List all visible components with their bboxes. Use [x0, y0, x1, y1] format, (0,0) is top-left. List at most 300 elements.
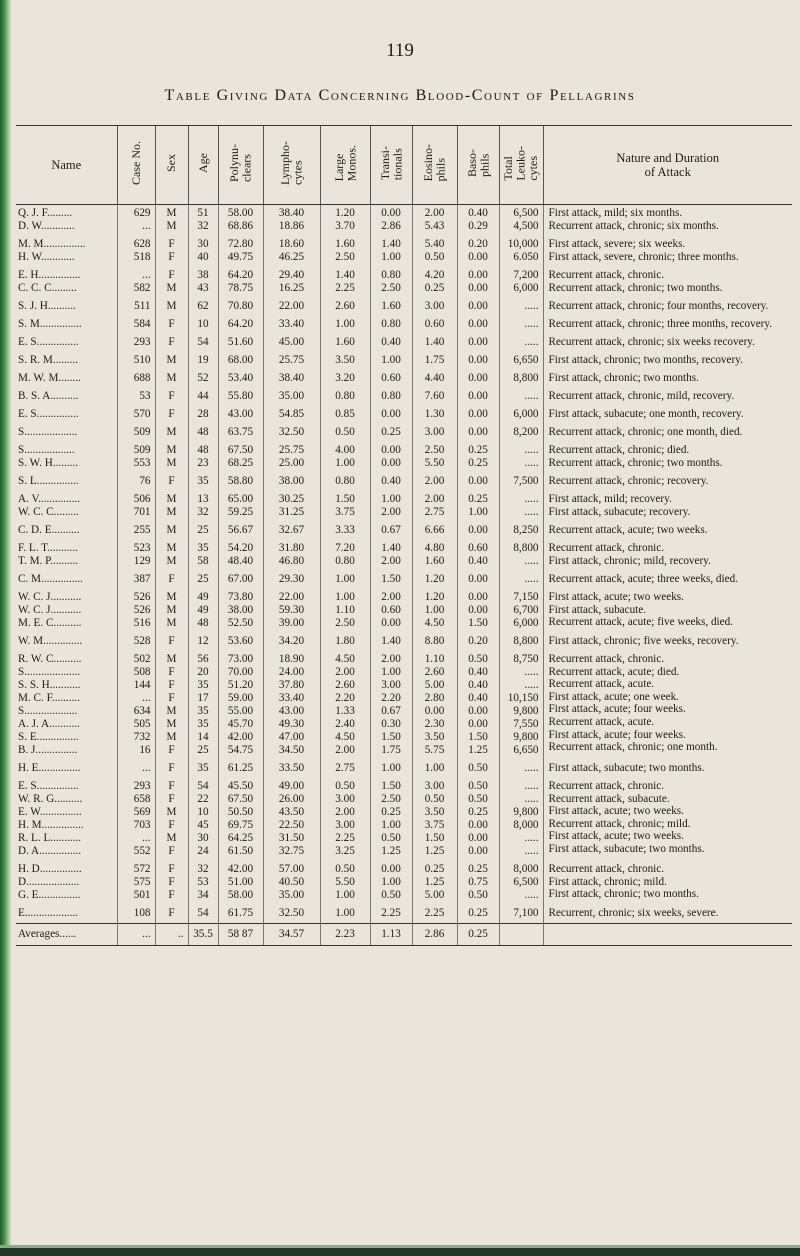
table-row [16, 540, 792, 571]
total-leukocytes-cell-line: 9,800 [513, 731, 539, 743]
basophils-cell-line: 0.00 [468, 573, 488, 585]
large-monos-cell-line: 2.50 [335, 617, 355, 629]
name-cell-line: H. W............ [18, 251, 75, 263]
total-leukocytes-cell [499, 540, 543, 571]
polynuclears-cell-line: 51.60 [227, 336, 254, 348]
total-leukocytes-cell [499, 406, 543, 424]
large-monos-cell [320, 267, 370, 298]
sex-cell [155, 370, 188, 388]
lymphocytes-cell [263, 589, 320, 633]
eosinophils-cell [412, 760, 457, 778]
polynuclears-cell [218, 334, 263, 352]
lymphocytes-cell-line: 32.67 [278, 524, 305, 536]
sex-cell-line: F [168, 793, 175, 805]
basophils-cell-line: 0.25 [468, 907, 488, 919]
case-no-cell-line: 523 [133, 542, 151, 554]
lymphocytes-cell [263, 267, 320, 298]
lymphocytes-cell-line: 38.40 [278, 372, 305, 384]
total-leukocytes-cell-line: ..... [524, 318, 539, 330]
age-cell-line: 40 [197, 251, 209, 263]
name-cell-line: S................... [18, 426, 78, 438]
lymphocytes-cell [263, 236, 320, 267]
name-cell-line: S. L............... [18, 475, 79, 487]
sex-cell-line: M [166, 653, 177, 665]
case-no-cell-line: 144 [133, 679, 151, 691]
sex-cell-line: M [166, 282, 177, 294]
averages-lymph-cell: 34.57 [263, 924, 320, 946]
eosinophils-cell-line: 1.20 [424, 591, 445, 603]
polynuclears-cell-line: 45.70 [227, 718, 254, 730]
name-cell [16, 298, 117, 316]
averages-poly-cell: 58 87 [218, 924, 263, 946]
age-cell [188, 522, 218, 540]
polynuclears-cell-line: 54.20 [227, 542, 254, 554]
nature-cell [543, 633, 792, 651]
age-cell-line: 54 [197, 780, 209, 792]
lymphocytes-cell [263, 540, 320, 571]
sex-cell [155, 540, 188, 571]
large-monos-cell-line: 2.25 [335, 832, 355, 844]
large-monos-cell-line: 3.75 [335, 506, 355, 518]
case-no-cell-line: 501 [133, 889, 151, 901]
polynuclears-cell [218, 388, 263, 406]
total-leukocytes-cell-line: ..... [524, 679, 539, 691]
sex-cell-line: F [168, 318, 175, 330]
eosinophils-cell [412, 861, 457, 905]
sex-cell-line: M [166, 604, 177, 616]
lymphocytes-cell [263, 388, 320, 406]
lymphocytes-cell-line: 31.50 [278, 832, 305, 844]
table-row [16, 406, 792, 424]
polynuclears-cell-line: 43.00 [227, 408, 254, 420]
case-no-cell-line: 16 [139, 744, 151, 756]
lymphocytes-cell-line: 38.40 [278, 207, 305, 219]
age-cell-line: 32 [197, 863, 209, 875]
sex-cell [155, 298, 188, 316]
large-monos-cell-line: 2.00 [335, 744, 355, 756]
case-no-cell [117, 571, 155, 589]
sex-cell [155, 491, 188, 522]
sex-cell-line: F [168, 780, 175, 792]
lymphocytes-cell-line: 49.30 [278, 718, 305, 730]
transitionals-cell [370, 651, 412, 760]
transitionals-cell-line: 0.40 [381, 475, 401, 487]
large-monos-cell-line: 0.80 [335, 475, 355, 487]
large-monos-cell [320, 760, 370, 778]
lymphocytes-cell-line: 32.75 [278, 845, 305, 857]
age-cell-line: 43 [197, 282, 209, 294]
table-row [16, 589, 792, 633]
lymphocytes-cell [263, 778, 320, 861]
name-cell [16, 522, 117, 540]
lymphocytes-cell-line: 39.00 [278, 617, 305, 629]
sex-cell-line: M [166, 444, 177, 456]
transitionals-cell-line: 1.40 [381, 238, 401, 250]
lymphocytes-cell-line: 30.25 [278, 493, 305, 505]
basophils-cell-line: 0.40 [468, 555, 488, 567]
basophils-cell-line: 0.25 [468, 863, 488, 875]
age-cell-line: 49 [197, 591, 209, 603]
large-monos-cell-line: 2.20 [335, 692, 355, 704]
large-monos-cell-line: 2.50 [335, 251, 355, 263]
polynuclears-cell-line: 73.80 [227, 591, 254, 603]
case-no-cell-line: 575 [133, 876, 151, 888]
basophils-cell-line: 0.00 [468, 832, 488, 844]
nature-cell-line: Recurrent attack, acute. [548, 678, 655, 691]
eosinophils-cell-line: 1.10 [424, 653, 445, 665]
eosinophils-cell-line: 5.00 [424, 889, 445, 901]
case-no-cell-line: ... [142, 692, 151, 704]
nature-cell [543, 760, 792, 778]
nature-cell-line: First attack, chronic; mild. [548, 875, 667, 888]
name-cell-line: B. S. A.......... [18, 390, 79, 402]
nature-cell [543, 236, 792, 267]
name-cell [16, 442, 117, 473]
transitionals-cell-line: 1.60 [381, 300, 401, 312]
basophils-cell [457, 334, 499, 352]
total-leukocytes-cell-line: ..... [524, 555, 539, 567]
eosinophils-cell-line: 2.60 [424, 666, 445, 678]
age-cell [188, 424, 218, 442]
total-leukocytes-cell-line: 10,000 [507, 238, 539, 250]
polynuclears-cell-line: 49.75 [227, 251, 254, 263]
transitionals-cell-line: 0.00 [381, 457, 401, 469]
total-leukocytes-cell [499, 267, 543, 298]
header-total-leukocytes: Total Leuko- cytes [499, 126, 543, 205]
total-leukocytes-cell [499, 760, 543, 778]
case-no-cell-line: 688 [133, 372, 151, 384]
name-cell-line: S. J. H.......... [18, 300, 76, 312]
basophils-cell-line: 0.00 [468, 819, 488, 831]
name-cell [16, 633, 117, 651]
name-cell [16, 352, 117, 370]
case-no-cell-line: 509 [133, 426, 151, 438]
total-leukocytes-cell-line: ..... [524, 573, 539, 585]
total-leukocytes-cell-line: ..... [524, 390, 539, 402]
age-cell [188, 861, 218, 905]
large-monos-cell-line: 7.20 [335, 542, 355, 554]
transitionals-cell-line: 2.00 [381, 591, 401, 603]
large-monos-cell-line: 1.80 [335, 635, 355, 647]
basophils-cell-line: 0.50 [468, 793, 488, 805]
sex-cell [155, 236, 188, 267]
nature-cell-line: First attack, subacute; two months. [548, 842, 705, 855]
polynuclears-cell-line: 68.25 [227, 457, 254, 469]
large-monos-cell-line: 3.00 [335, 793, 355, 805]
age-cell-line: 17 [197, 692, 209, 704]
header-large-monos: Large Monos. [320, 126, 370, 205]
total-leukocytes-cell [499, 491, 543, 522]
polynuclears-cell [218, 861, 263, 905]
name-cell [16, 267, 117, 298]
polynuclears-cell [218, 370, 263, 388]
name-cell-line: S. M............... [18, 318, 82, 330]
lymphocytes-cell-line: 31.80 [278, 542, 305, 554]
transitionals-cell [370, 571, 412, 589]
basophils-cell-line: 0.50 [468, 889, 488, 901]
age-cell-line: 22 [197, 793, 209, 805]
name-cell-line: S................... [18, 705, 78, 717]
basophils-cell-line: 0.00 [468, 300, 488, 312]
polynuclears-cell-line: 78.75 [227, 282, 254, 294]
table-row [16, 491, 792, 522]
eosinophils-cell-line: 0.25 [424, 863, 445, 875]
age-cell-line: 54 [197, 907, 209, 919]
transitionals-cell [370, 905, 412, 924]
lymphocytes-cell [263, 316, 320, 334]
basophils-cell-line: 0.00 [468, 269, 488, 281]
sex-cell-line: F [168, 269, 175, 281]
sex-cell-line: M [166, 493, 177, 505]
averages-nature-cell [543, 924, 792, 946]
polynuclears-cell-line: 51.20 [227, 679, 254, 691]
transitionals-cell [370, 589, 412, 633]
eosinophils-cell-line: 4.20 [424, 269, 445, 281]
age-cell-line: 13 [197, 493, 209, 505]
eosinophils-cell [412, 236, 457, 267]
basophils-cell-line: 0.25 [468, 444, 488, 456]
eosinophils-cell-line: 3.00 [424, 426, 445, 438]
large-monos-cell-line: 3.50 [335, 354, 355, 366]
age-cell-line: 53 [197, 876, 209, 888]
large-monos-cell-line: 1.60 [335, 336, 355, 348]
eosinophils-cell-line: 5.43 [424, 220, 445, 232]
table-row [16, 442, 792, 473]
age-cell-line: 14 [197, 731, 209, 743]
nature-cell-line: Recurrent attack, subacute. [548, 792, 670, 805]
total-leukocytes-cell [499, 298, 543, 316]
basophils-cell-line: 0.29 [468, 220, 488, 232]
name-cell [16, 651, 117, 760]
case-no-cell [117, 352, 155, 370]
lymphocytes-cell [263, 861, 320, 905]
nature-cell [543, 491, 792, 522]
nature-cell-line: First attack, mild; six months. [548, 207, 683, 219]
age-cell-line: 52 [197, 372, 209, 384]
total-leukocytes-cell-line: ..... [524, 457, 539, 469]
sex-cell-line: F [168, 845, 175, 857]
transitionals-cell-line: 1.40 [381, 542, 401, 554]
eosinophils-cell-line: 1.30 [424, 408, 445, 420]
total-leukocytes-cell-line: 8,000 [513, 863, 539, 875]
transitionals-cell [370, 522, 412, 540]
case-no-cell-line: 53 [139, 390, 151, 402]
table-row [16, 236, 792, 267]
transitionals-cell [370, 334, 412, 352]
nature-cell-line: First attack, acute; four weeks. [548, 703, 686, 716]
large-monos-cell [320, 298, 370, 316]
nature-cell-line: First attack, acute; two weeks. [548, 830, 684, 843]
nature-cell-line: First attack, chronic; five weeks, recovery. [548, 635, 739, 647]
name-cell [16, 473, 117, 491]
polynuclears-cell-line: 73.00 [227, 653, 254, 665]
transitionals-cell [370, 236, 412, 267]
nature-cell-line: First attack, chronic; two months. [548, 888, 699, 901]
transitionals-cell-line: 2.00 [381, 555, 401, 567]
table-row [16, 571, 792, 589]
transitionals-cell-line: 2.00 [381, 653, 401, 665]
case-no-cell-line: 293 [133, 336, 151, 348]
table-row [16, 651, 792, 760]
sex-cell-line: M [166, 300, 177, 312]
nature-cell-line: Recurrent attack, chronic; died. [548, 444, 690, 456]
eosinophils-cell-line: 5.50 [424, 457, 445, 469]
transitionals-cell-line: 0.80 [381, 390, 401, 402]
eosinophils-cell-line: 2.50 [424, 444, 445, 456]
case-no-cell-line: 76 [139, 475, 151, 487]
eosinophils-cell-line: 3.50 [424, 731, 445, 743]
transitionals-cell-line: 1.40 [381, 635, 401, 647]
basophils-cell-line: 0.00 [468, 705, 488, 717]
averages-case-cell: ... [117, 924, 155, 946]
large-monos-cell-line: 2.00 [335, 806, 355, 818]
transitionals-cell-line: 1.00 [381, 493, 401, 505]
large-monos-cell [320, 334, 370, 352]
eosinophils-cell [412, 651, 457, 760]
case-no-cell-line: 629 [133, 207, 151, 219]
age-cell [188, 352, 218, 370]
transitionals-cell-line: 0.50 [381, 832, 401, 844]
eosinophils-cell [412, 334, 457, 352]
polynuclears-cell [218, 205, 263, 237]
total-leukocytes-cell [499, 442, 543, 473]
eosinophils-cell-line: 0.50 [424, 793, 445, 805]
name-cell-line: W. C. C......... [18, 506, 79, 518]
table-row [16, 522, 792, 540]
name-cell-line: W. C. J........... [18, 591, 82, 603]
lymphocytes-cell [263, 424, 320, 442]
case-no-cell-line: 701 [133, 506, 151, 518]
name-cell [16, 778, 117, 861]
large-monos-cell-line: 2.75 [335, 762, 355, 774]
averages-baso-cell: 0.25 [457, 924, 499, 946]
eosinophils-cell [412, 352, 457, 370]
name-cell-line: W. R. G.......... [18, 793, 83, 805]
case-no-cell-line: 552 [133, 845, 151, 857]
basophils-cell [457, 236, 499, 267]
polynuclears-cell [218, 298, 263, 316]
total-leukocytes-cell-line: ..... [524, 506, 539, 518]
basophils-cell-line: 0.40 [468, 692, 488, 704]
basophils-cell [457, 352, 499, 370]
polynuclears-cell-line: 51.00 [227, 876, 254, 888]
eosinophils-cell-line: 1.00 [424, 604, 445, 616]
total-leukocytes-cell-line: 8,800 [513, 372, 539, 384]
large-monos-cell-line: 3.00 [335, 819, 355, 831]
polynuclears-cell [218, 778, 263, 861]
name-cell-line: C. M............... [18, 573, 83, 585]
case-no-cell-line: 584 [133, 318, 151, 330]
lymphocytes-cell [263, 352, 320, 370]
total-leukocytes-cell [499, 236, 543, 267]
polynuclears-cell-line: 50.50 [227, 806, 254, 818]
case-no-cell-line: 582 [133, 282, 151, 294]
total-leukocytes-cell-line: 8,800 [513, 635, 539, 647]
large-monos-cell-line: 4.50 [335, 653, 355, 665]
nature-cell-line: Recurrent attack, chronic; one month, died. [548, 426, 743, 438]
name-cell-line: E. H............... [18, 269, 81, 281]
name-cell-line: R. L. L........... [18, 832, 82, 844]
case-no-cell-line: 506 [133, 493, 151, 505]
age-cell-line: 54 [197, 336, 209, 348]
sex-cell [155, 522, 188, 540]
nature-cell-line: Recurrent attack, chronic, mild, recovery. [548, 390, 735, 402]
case-no-cell-line: 526 [133, 604, 151, 616]
nature-cell [543, 571, 792, 589]
total-leukocytes-cell [499, 352, 543, 370]
large-monos-cell-line: 3.70 [335, 220, 355, 232]
large-monos-cell-line: 1.00 [335, 573, 355, 585]
age-cell-line: 19 [197, 354, 209, 366]
nature-cell [543, 473, 792, 491]
age-cell-line: 49 [197, 604, 209, 616]
table-row [16, 861, 792, 905]
large-monos-cell-line: 1.20 [335, 207, 355, 219]
polynuclears-cell-line: 64.25 [227, 832, 254, 844]
case-no-cell-line: 526 [133, 591, 151, 603]
polynuclears-cell-line: 68.86 [227, 220, 254, 232]
large-monos-cell [320, 352, 370, 370]
lymphocytes-cell-line: 22.00 [278, 591, 305, 603]
age-cell-line: 45 [197, 819, 209, 831]
age-cell [188, 905, 218, 924]
name-cell-line: E. S............... [18, 780, 79, 792]
basophils-cell-line: 0.00 [468, 372, 488, 384]
table-row [16, 473, 792, 491]
transitionals-cell [370, 267, 412, 298]
large-monos-cell-line: 1.50 [335, 493, 355, 505]
eosinophils-cell-line: 0.25 [424, 282, 445, 294]
basophils-cell [457, 388, 499, 406]
transitionals-cell-line: 1.25 [381, 845, 401, 857]
nature-cell-line: Recurrent attack, chronic. [548, 780, 665, 792]
age-cell-line: 32 [197, 506, 209, 518]
nature-cell [543, 406, 792, 424]
lymphocytes-cell [263, 442, 320, 473]
name-cell-line: H. D............... [18, 863, 82, 875]
name-cell [16, 205, 117, 237]
total-leukocytes-cell-line: 6,000 [513, 408, 539, 420]
polynuclears-cell-line: 53.40 [227, 372, 254, 384]
age-cell [188, 236, 218, 267]
name-cell-line: M. W. M........ [18, 372, 81, 384]
age-cell-line: 35 [197, 705, 209, 717]
case-no-cell-line: 634 [133, 705, 151, 717]
total-leukocytes-cell-line: ..... [524, 762, 539, 774]
large-monos-cell-line: 1.60 [335, 238, 355, 250]
name-cell [16, 760, 117, 778]
total-leukocytes-cell-line: 8,000 [513, 819, 539, 831]
polynuclears-cell [218, 352, 263, 370]
total-leukocytes-cell-line: 6,650 [513, 354, 539, 366]
total-leukocytes-cell [499, 424, 543, 442]
case-no-cell-line: 569 [133, 806, 151, 818]
sex-cell-line: M [166, 617, 177, 629]
basophils-cell-line: 0.50 [468, 762, 488, 774]
total-leukocytes-cell [499, 589, 543, 633]
age-cell [188, 334, 218, 352]
age-cell-line: 48 [197, 444, 209, 456]
name-cell [16, 905, 117, 924]
age-cell [188, 760, 218, 778]
total-leukocytes-cell-line: 7,100 [513, 907, 539, 919]
eosinophils-cell [412, 406, 457, 424]
name-cell-line: M. C. F.......... [18, 692, 80, 704]
nature-cell [543, 267, 792, 298]
lymphocytes-cell-line: 33.50 [278, 762, 305, 774]
table-row [16, 316, 792, 334]
transitionals-cell [370, 778, 412, 861]
